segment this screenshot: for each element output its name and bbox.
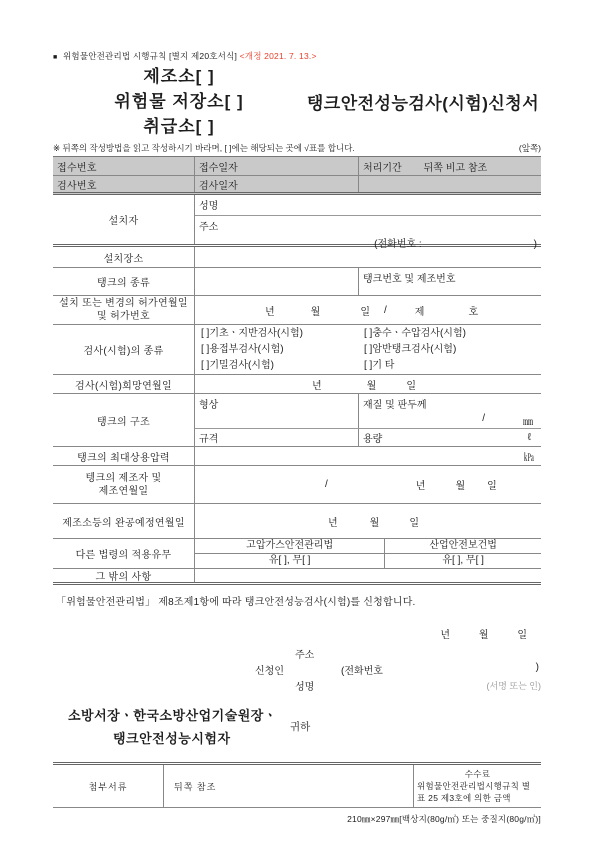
applicant-address-label: 주소 — [295, 650, 315, 661]
installer-row — [53, 195, 541, 250]
spec-field[interactable] — [195, 429, 358, 446]
laws-value-row — [195, 554, 541, 569]
fee-cell — [413, 765, 541, 807]
permit-label — [53, 296, 195, 324]
attachment-value: 뒤쪽 참조 — [163, 765, 413, 807]
checkbox-option-foundation[interactable]: [ ]기초ㆍ지반검사(시험) — [201, 327, 303, 339]
install-place-label: 설치장소 — [53, 247, 195, 267]
apply-day: 일 — [517, 630, 527, 641]
applicant-sign-block — [53, 645, 541, 697]
inspection-type-row — [53, 325, 541, 375]
legal-notice-line — [53, 50, 541, 62]
completion-label: 제조소등의 완공예정연월일 — [53, 504, 195, 538]
pressure-label: 탱크의 최대상용압력 — [53, 447, 195, 465]
manufacture-year: 년 — [415, 481, 426, 492]
checkbox-option-etc[interactable]: [ ]기 타 — [364, 359, 395, 371]
facility-option-handling[interactable]: 취급소[ ] — [143, 117, 215, 136]
law2-name: 산업안전보건법 — [429, 540, 497, 551]
installer-name-label: 성명 — [199, 201, 219, 212]
material-slash: / — [482, 413, 485, 424]
laws-header-row — [195, 539, 541, 554]
seal-or-sign-label: (서명 또는 인) — [486, 681, 541, 691]
installer-address-label: 주소 — [199, 222, 219, 233]
fee-desc-line2: 표 25 제3호에 의한 금액 — [417, 793, 511, 803]
etc-row — [53, 569, 541, 585]
structure-top-subrow — [195, 394, 541, 429]
statute-reference: 위험물안전관리법 시행규칙 [별지 제20호서식] — [63, 51, 238, 61]
tank-number-cell[interactable] — [358, 268, 541, 295]
attachment-label: 첨부서류 — [88, 781, 128, 792]
manufacture-month: 월 — [455, 481, 466, 492]
applicant-phone-label: (전화번호 — [341, 666, 383, 677]
desired-day: 일 — [406, 380, 417, 392]
inspection-date-label: 검사일자 — [199, 180, 238, 192]
tank-structure-label: 탱크의 구조 — [53, 394, 195, 446]
inspection-type-right-list — [358, 325, 541, 374]
manufacturer-row — [53, 466, 541, 504]
application-form-page — [53, 0, 541, 825]
installer-label: 설치자 — [53, 195, 195, 244]
other-laws-row — [53, 539, 541, 569]
completion-day: 일 — [409, 517, 420, 529]
receipt-date-label: 접수일자 — [199, 162, 238, 174]
fill-instruction: ※ 뒤쪽의 작성방법을 읽고 작성하시기 바라며, [ ]에는 해당되는 곳에 √표를 합니다. — [53, 143, 355, 153]
installer-fields — [195, 195, 541, 250]
permit-row — [53, 296, 541, 325]
apply-year: 년 — [440, 630, 451, 641]
install-place-value[interactable] — [195, 247, 541, 267]
attachment-fee-table — [53, 762, 541, 808]
inspection-type-label: 검사(시험)의 종류 — [53, 325, 195, 374]
receipt-header-row — [53, 157, 541, 176]
form-main-title: 탱크안전성능검사(시험)신청서 — [306, 94, 540, 113]
material-field[interactable] — [358, 394, 541, 428]
other-laws-label: 다른 법령의 적용유무 — [53, 539, 195, 568]
front-side-label: (앞쪽) — [518, 143, 541, 153]
facility-option-manufacturing[interactable]: 제조소[ ] — [143, 67, 215, 86]
law2-yes-no[interactable]: 유[ ], 무[ ] — [442, 555, 484, 566]
facility-option-storage[interactable]: 위험물 저장소[ ] — [114, 92, 244, 111]
other-laws-table — [195, 539, 541, 568]
permit-month: 월 — [310, 306, 321, 318]
law1-yes-no[interactable]: 유[ ], 무[ ] — [195, 554, 385, 568]
instruction-line — [53, 142, 541, 154]
inspection-type-left-list — [195, 325, 358, 374]
permit-ho: 호 — [468, 306, 479, 318]
installer-name-field[interactable] — [195, 195, 541, 216]
applicant-label: 신청인 — [255, 666, 284, 677]
pressure-unit-kpa: ㎪ — [524, 452, 534, 464]
application-table — [53, 156, 541, 585]
apply-month: 월 — [478, 630, 489, 641]
form-title-block — [53, 64, 541, 139]
recipient-line1: 소방서장ㆍ한국소방산업기술원장ㆍ — [68, 708, 277, 723]
square-bullet-icon: ■ — [53, 54, 58, 61]
facility-type-options — [53, 64, 305, 139]
permit-value[interactable] — [195, 296, 541, 324]
etc-value[interactable] — [195, 569, 541, 582]
shape-field[interactable] — [195, 394, 358, 428]
manufacturer-value[interactable] — [195, 466, 541, 503]
pressure-value[interactable] — [195, 447, 541, 465]
recipient-guiha: 귀하 — [290, 721, 311, 733]
desired-year: 년 — [312, 380, 322, 392]
completion-value[interactable] — [195, 504, 541, 538]
material-unit-mm: ㎜ — [523, 417, 533, 428]
tank-kind-row — [53, 268, 541, 296]
application-statement: 「위험물안전관리법」 제8조제1항에 따라 탱크안전성능검사(시험)를 신청합니다. — [56, 597, 416, 608]
tank-structure-fields — [195, 394, 541, 446]
checkbox-option-welding[interactable]: [ ]용접부검사(시험) — [201, 343, 284, 355]
permit-je: 제 — [414, 306, 425, 318]
permit-year: 년 — [265, 306, 275, 318]
desired-date-label: 검사(시험)희망연월일 — [53, 375, 195, 393]
installer-phone-label: (전화번호 : — [374, 239, 422, 250]
checkbox-option-airtight[interactable]: [ ]기밀검사(시험) — [201, 359, 274, 371]
etc-label: 그 밖의 사항 — [53, 569, 195, 582]
applicant-phone-close: ) — [535, 662, 539, 673]
processing-period-cell — [358, 157, 541, 175]
recipient-line2: 탱크안전성능시험자 — [113, 731, 231, 746]
manufacturer-label-line2: 제조연월일 — [98, 485, 149, 497]
spec-label: 규격 — [199, 434, 219, 445]
shape-label: 형상 — [199, 400, 219, 411]
tank-kind-value[interactable] — [195, 268, 358, 295]
permit-day: 일 — [360, 306, 371, 318]
material-label: 재질 및 판두께 — [363, 400, 427, 411]
install-place-row — [53, 247, 541, 268]
manufacturer-label-line1: 텡크의 제조자 및 — [85, 472, 162, 484]
inspection-header-empty-cell — [358, 176, 541, 192]
tank-number-label: 탱크번호 및 제조번호 — [363, 274, 456, 285]
permit-label-line1: 설치 또는 변경의 허가연월일 — [59, 298, 188, 309]
capacity-label: 용량 — [363, 434, 383, 445]
tank-kind-label: 탱크의 종류 — [53, 268, 195, 295]
completion-row — [53, 504, 541, 539]
law1-name: 고압가스안전관리법 — [195, 539, 385, 553]
permit-label-line2: 및 허가번호 — [97, 311, 150, 322]
desired-date-row — [53, 375, 541, 394]
completion-year: 년 — [328, 517, 338, 529]
processing-period-label: 처리기간 — [363, 162, 402, 174]
desired-date-value[interactable] — [195, 375, 541, 393]
processing-period-value: 뒤쪽 비고 참조 — [423, 162, 488, 174]
manufacturer-label — [53, 466, 195, 503]
pressure-row — [53, 447, 541, 466]
fee-desc-line1: 위험물안전관리법시행규칙 별 — [417, 781, 531, 791]
inspection-no-label: 검사번호 — [53, 176, 195, 192]
receipt-no-label: 접수번호 — [53, 157, 195, 175]
installer-address-field[interactable] — [195, 216, 541, 250]
paper-spec-footer: 210㎜×297㎜[백상지(80g/㎡) 또는 중질지(80g/㎡)] — [347, 814, 541, 824]
applicant-name-label: 성명 — [295, 682, 315, 693]
permit-slash: / — [384, 304, 387, 316]
desired-month: 월 — [366, 380, 377, 392]
completion-month: 월 — [369, 517, 380, 529]
checkbox-option-waterfill[interactable]: [ ]충수ㆍ수압검사(시험) — [364, 327, 466, 339]
installer-phone-close: ) — [533, 239, 537, 250]
material-unit-line — [359, 413, 541, 430]
structure-bottom-subrow — [195, 429, 541, 446]
tank-structure-row — [53, 394, 541, 447]
manufacture-day: 일 — [487, 481, 497, 492]
inspection-header-row — [53, 176, 541, 195]
recipient-block — [53, 705, 541, 751]
capacity-field[interactable] — [358, 429, 541, 446]
application-date-line — [53, 626, 541, 641]
revision-date: <개정 2021. 7. 13.> — [239, 51, 317, 61]
fee-title: 수수료 — [464, 769, 491, 779]
checkbox-option-rocktank[interactable]: [ ]암반탱크검사(시험) — [364, 343, 457, 355]
manufacturer-slash: / — [325, 479, 328, 490]
capacity-unit-liter: ℓ — [527, 432, 531, 443]
